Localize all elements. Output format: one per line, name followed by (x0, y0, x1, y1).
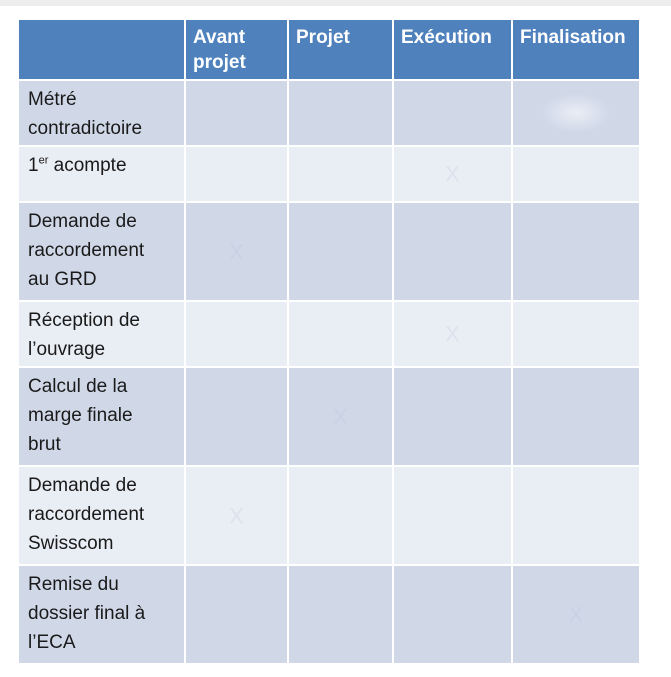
table-row (19, 302, 639, 366)
row-label-line: Demande de (28, 475, 137, 496)
row-label-line: marge finale (28, 405, 133, 426)
row-label-line: Calcul de la (28, 376, 128, 397)
header-line: projet (193, 52, 246, 73)
check-mark: X (568, 602, 584, 627)
row-label-line: Remise du (28, 574, 119, 595)
cell-avant-projet (186, 302, 287, 366)
row-label (19, 368, 184, 465)
check-mark: X (229, 503, 244, 528)
row-label (19, 147, 184, 201)
cell-avant-projet (186, 147, 287, 201)
check-mark: X (229, 239, 244, 264)
cell-execution (394, 81, 511, 145)
table-row (19, 81, 639, 145)
table-row (19, 467, 639, 564)
cell-avant-projet (186, 203, 287, 300)
row-label (19, 467, 184, 564)
header-line: Avant (193, 27, 246, 48)
row-label-line: Demande de (28, 211, 137, 232)
row-label-line: dossier final à (28, 603, 146, 624)
cell-projet (289, 566, 392, 663)
cell-projet (289, 467, 392, 564)
row-label (19, 81, 184, 145)
row-label (19, 566, 184, 663)
cell-execution (394, 467, 511, 564)
row-label-main: 1 (28, 155, 39, 176)
cell-execution (394, 203, 511, 300)
header-line: Exécution (401, 27, 492, 48)
header-avant-projet (186, 20, 287, 79)
row-label-line: au GRD (28, 269, 97, 290)
row-label-line: contradictoire (28, 118, 143, 139)
row-label-line: l’ECA (28, 632, 76, 653)
check-mark: X (445, 321, 460, 347)
check-mark: X (333, 404, 348, 429)
header-execution (394, 20, 511, 79)
cell-finalisation (513, 203, 639, 300)
cell-avant-projet (186, 368, 287, 465)
cell-projet (289, 81, 392, 145)
header-projet (289, 20, 392, 79)
row-label (19, 302, 184, 366)
cell-finalisation (513, 566, 639, 663)
row-label-line: l’ouvrage (28, 339, 106, 360)
row-label-line: raccordement (28, 504, 145, 525)
cell-execution (394, 368, 511, 465)
row-label-line: Swisscom (28, 533, 114, 554)
cell-projet (289, 302, 392, 366)
top-bar (0, 0, 671, 6)
row-label-line: brut (28, 434, 61, 455)
cell-execution (394, 566, 511, 663)
cell-avant-projet (186, 81, 287, 145)
watermark-logo (541, 93, 611, 133)
header-corner (19, 20, 184, 79)
table-row (19, 203, 639, 300)
cell-projet (289, 147, 392, 201)
phase-table (17, 18, 641, 665)
header-finalisation (513, 20, 639, 79)
cell-projet (289, 368, 392, 465)
cell-finalisation (513, 467, 639, 564)
table-row (19, 368, 639, 465)
cell-avant-projet (186, 566, 287, 663)
header-row (19, 20, 639, 79)
cell-finalisation (513, 368, 639, 465)
cell-finalisation (513, 302, 639, 366)
row-label (19, 203, 184, 300)
cell-execution (394, 147, 511, 201)
cell-projet (289, 203, 392, 300)
row-label-rest: acompte (48, 155, 127, 176)
row-label-line: raccordement (28, 240, 145, 261)
cell-avant-projet (186, 467, 287, 564)
cell-finalisation (513, 81, 639, 145)
phase-table-container (17, 18, 641, 665)
table-row (19, 566, 639, 663)
cell-execution (394, 302, 511, 366)
row-label-line: Réception de (28, 310, 140, 331)
header-line: Projet (296, 27, 350, 48)
row-label-sup: er (38, 154, 49, 167)
row-label-line: Métré (28, 89, 77, 110)
table-row (19, 147, 639, 201)
check-mark: X (445, 161, 460, 187)
header-line: Finalisation (520, 27, 626, 48)
cell-finalisation (513, 147, 639, 201)
